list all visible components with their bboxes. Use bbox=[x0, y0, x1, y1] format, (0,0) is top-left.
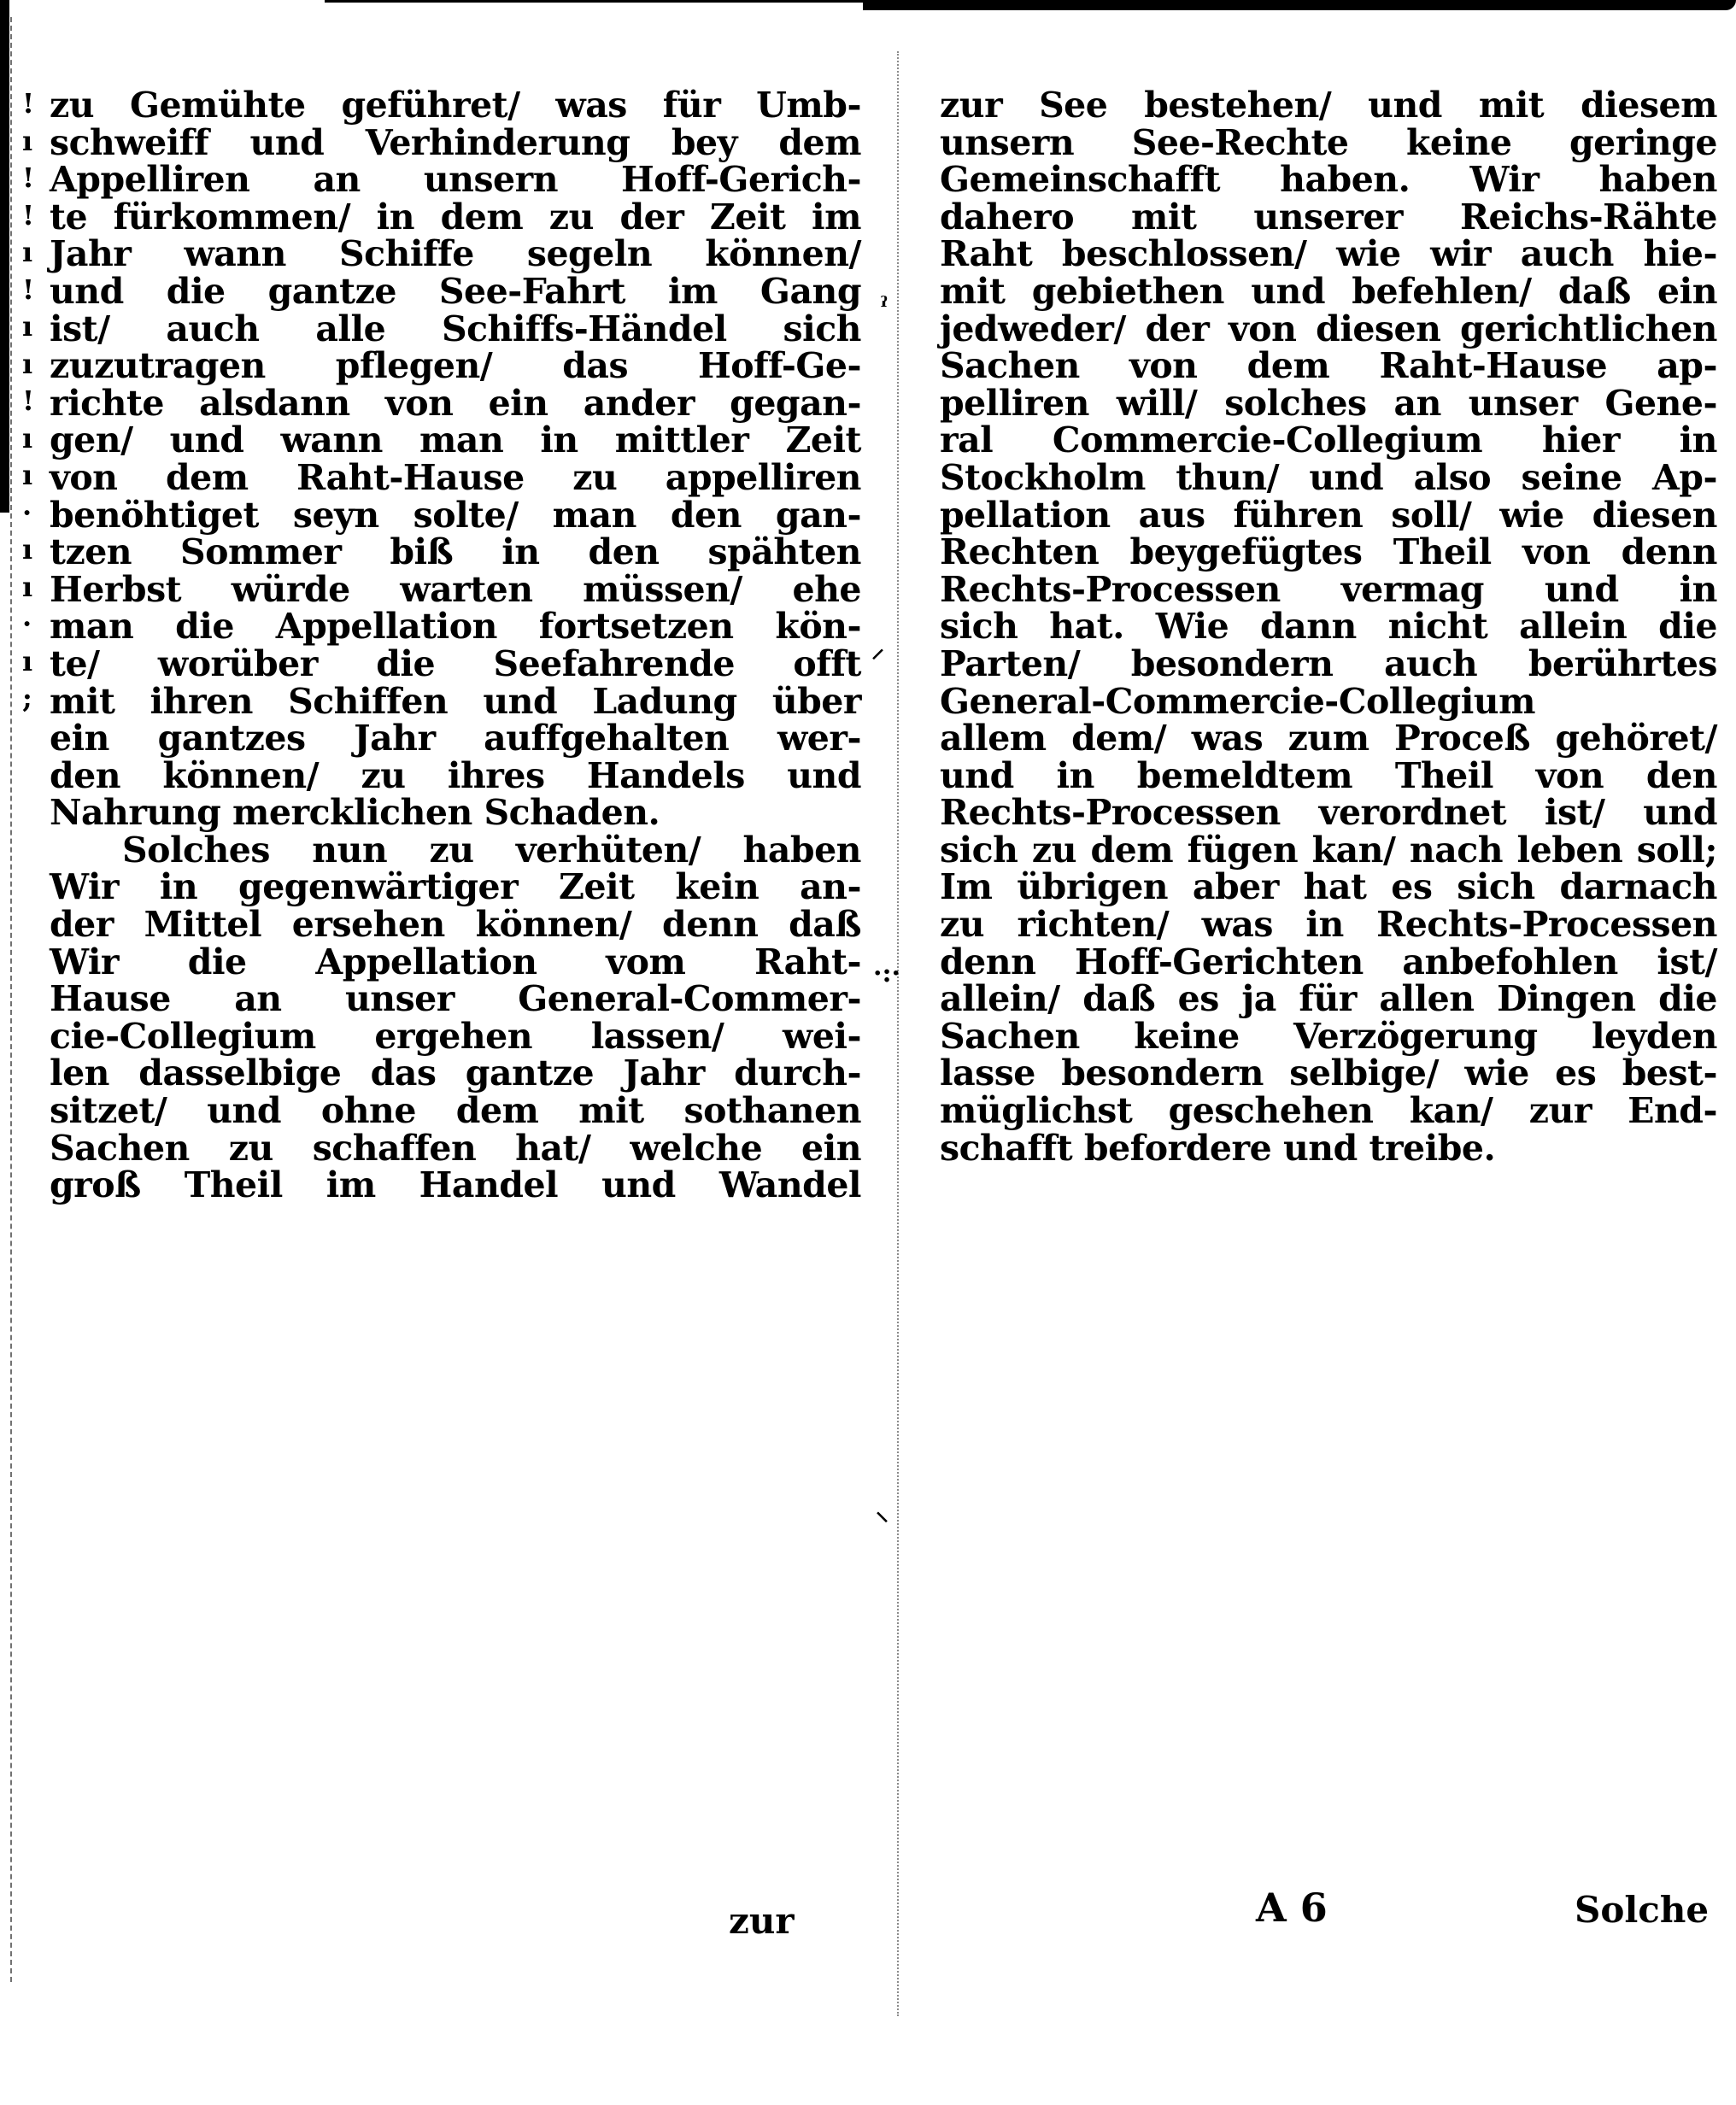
text-line: Rechts-Processen verordnet ist/ und bbox=[940, 792, 1717, 834]
gutter-speck: ·:· bbox=[873, 959, 900, 988]
text-line: zu Gemühte geführet/ was für Umb- bbox=[50, 85, 861, 126]
text-line: benöhtiget seyn solte/ man den gan- bbox=[50, 494, 861, 536]
text-line: lasse besondern selbige/ wie es best- bbox=[940, 1052, 1717, 1094]
text-line: Wir die Appellation vom Raht- bbox=[50, 941, 861, 982]
text-line: Herbst würde warten müssen/ ehe bbox=[50, 568, 861, 610]
catchword-right: Solche bbox=[1575, 1889, 1710, 1931]
text-line: jedweder/ der von diesen gerichtlichen bbox=[940, 308, 1717, 349]
text-line: Parten/ besondern auch berührtes bbox=[940, 642, 1717, 684]
text-line: cie-Collegium ergehen lassen/ wei- bbox=[50, 1015, 861, 1057]
text-line: ist/ auch alle Schiffs-Händel sich bbox=[50, 308, 861, 349]
gutter-speck: ⸝ bbox=[871, 634, 884, 664]
text-line: pellation aus führen soll/ wie diesen bbox=[940, 494, 1717, 536]
text-line: Im übrigen aber hat es sich darnach bbox=[940, 866, 1717, 908]
text-line: Wir in gegenwärtiger Zeit kein an- bbox=[50, 866, 861, 908]
text-line: und die gantze See-Fahrt im Gang bbox=[50, 270, 861, 312]
text-line: Stockholm thun/ und also seine Ap- bbox=[940, 456, 1717, 498]
text-line: und in bemeldtem Theil von den bbox=[940, 754, 1717, 796]
text-line: mit gebiethen und befehlen/ daß ein bbox=[940, 270, 1717, 312]
text-line: Rechts-Processen vermag und in bbox=[940, 568, 1717, 610]
paragraph-end-line: Nahrung mercklichen Schaden. bbox=[50, 792, 660, 834]
text-line: ral Commercie-Collegium hier in bbox=[940, 419, 1717, 461]
text-line: sich zu dem fügen kan/ nach leben soll; bbox=[940, 829, 1717, 871]
binding-shadow bbox=[0, 0, 9, 513]
text-line: ein gantzes Jahr auffgehalten wer- bbox=[50, 718, 861, 759]
paragraph-start-line: Solches nun zu verhüten/ haben bbox=[122, 829, 861, 871]
text-line: allein/ daß es ja für allen Dingen die bbox=[940, 978, 1717, 1020]
text-line: Rechten beygefügtes Theil von denn bbox=[940, 531, 1717, 573]
text-line: groß Theil im Handel und Wandel bbox=[50, 1164, 861, 1206]
left-page bbox=[50, 87, 861, 1205]
paragraph-end-line: schafft befordere und treibe. bbox=[940, 1127, 1496, 1169]
text-line: denn Hoff-Gerichten anbefohlen ist/ bbox=[940, 941, 1717, 982]
gutter-speck: ˀ bbox=[880, 292, 889, 322]
text-line: dahero mit unserer Reichs-Rähte bbox=[940, 196, 1717, 237]
text-line: Gemeinschafft haben. Wir haben bbox=[940, 159, 1717, 201]
text-line: müglichst geschehen kan/ zur End- bbox=[940, 1090, 1717, 1132]
text-line: sich hat. Wie dann nicht allein die bbox=[940, 606, 1717, 648]
right-page bbox=[940, 87, 1717, 1167]
text-line: General-Commercie-Collegium bbox=[940, 680, 1535, 722]
text-line: len dasselbige das gantze Jahr durch- bbox=[50, 1052, 861, 1094]
text-line: Sachen keine Verzögerung leyden bbox=[940, 1015, 1717, 1057]
text-line: Raht beschlossen/ wie wir auch hie- bbox=[940, 233, 1717, 275]
text-line: zu richten/ was in Rechts-Processen bbox=[940, 904, 1717, 946]
text-line: Jahr wann Schiffe segeln können/ bbox=[50, 233, 861, 275]
text-line: von dem Raht-Hause zu appelliren bbox=[50, 456, 861, 498]
text-line: der Mittel ersehen können/ denn daß bbox=[50, 904, 861, 946]
text-line: man die Appellation fortsetzen kön- bbox=[50, 606, 861, 648]
text-line: zur See bestehen/ und mit diesem bbox=[940, 85, 1717, 126]
text-line: schweiff und Verhinderung bey dem bbox=[50, 121, 861, 163]
text-line: zuzutragen pflegen/ das Hoff-Ge- bbox=[50, 345, 861, 387]
text-line: allem dem/ was zum Proceß gehöret/ bbox=[940, 718, 1717, 759]
text-line: sitzet/ und ohne dem mit sothanen bbox=[50, 1090, 861, 1132]
text-line: pelliren will/ solches an unser Gene- bbox=[940, 382, 1717, 424]
left-margin-ticks: ! ı ! ! ı ! ı ı ! ı ı · ı ı · ı ; bbox=[22, 87, 35, 714]
signature-mark: A 6 bbox=[1256, 1885, 1328, 1931]
text-line: mit ihren Schiffen und Ladung über bbox=[50, 680, 861, 722]
text-line: Appelliren an unsern Hoff-Gerich- bbox=[50, 159, 861, 201]
text-line: Sachen zu schaffen hat/ welche ein bbox=[50, 1127, 861, 1169]
catchword-left: zur bbox=[729, 1900, 795, 1942]
text-line: den können/ zu ihres Handels und bbox=[50, 754, 861, 796]
text-line: Hause an unser General-Commer- bbox=[50, 978, 861, 1020]
text-line: tzen Sommer biß in den spähten bbox=[50, 531, 861, 573]
text-line: Sachen von dem Raht-Hause ap- bbox=[940, 345, 1717, 387]
text-line: te fürkommen/ in dem zu der Zeit im bbox=[50, 196, 861, 237]
gutter-speck: ⸜ bbox=[876, 1497, 889, 1527]
gutter-fold bbox=[897, 51, 899, 2016]
top-edge-line bbox=[325, 0, 871, 3]
top-scan-border bbox=[863, 0, 1736, 10]
text-line: gen/ und wann man in mittler Zeit bbox=[50, 419, 861, 461]
text-line: richte alsdann von ein ander gegan- bbox=[50, 382, 861, 424]
text-line: te/ worüber die Seefahrende offt bbox=[50, 642, 861, 684]
text-line: unsern See-Rechte keine geringe bbox=[940, 121, 1717, 163]
